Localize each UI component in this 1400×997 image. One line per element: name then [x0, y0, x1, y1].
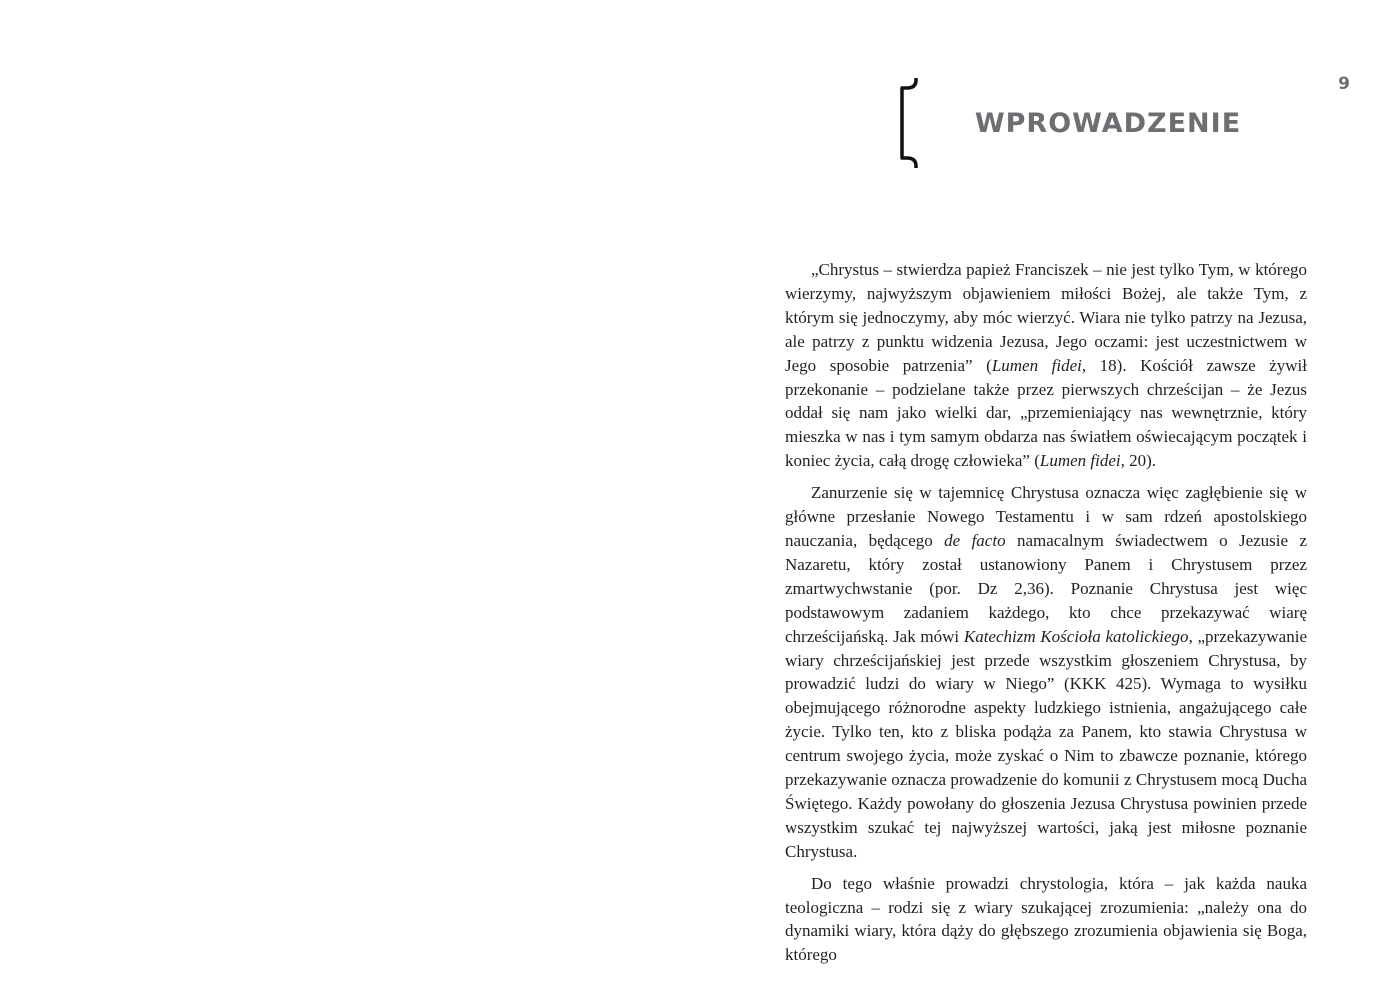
paragraph-text: namacalnym świadectwem o Jezusie z Nazaretu, który został ustanowiony Panem i Chrystusem przez zmartwychwstanie (por. Dz 2,36). Poznanie Chrystusa jest więc podstawowym zadaniem każdego, kto chce przekazywać wiarę chrześcijańską. Jak mówi — [785, 530, 1307, 646]
body-paragraph — [785, 872, 1307, 968]
italic-citation: Lumen fidei — [1039, 451, 1121, 471]
paragraph-text: , „przekazywanie wiary chrześcijańskiej jest przede wszystkim głoszeniem Chrystusa, by prowadzić ludzi do wiary w Niego” (KKK 425). Wymaga to wysiłku obejmującego różnorodne aspekty ludzkiego istnienia, angażującego całe życie. Tylko ten, kto z bliska podąża za Panem, kto stawia Chrystusa w centrum swojego życia, może zyskać o Nim to zbawcze poznanie, którego przekazywanie oznacza prowadzenie do komunii z Chrystusem mocą Ducha Świętego. Każdy powołany do głoszenia Jezusa Chrystusa powinien przede wszystkim szukać tej najwyższej wartości, jaką jest miłosne poznanie Chrystusa. — [785, 626, 1307, 861]
paragraph-text: „Chrystus – stwierdza papież Franciszek – nie jest tylko Tym, w którego wierzymy, najwyższym objawieniem miłości Bożej, ale także Tym, z którym się jednoczymy, aby móc wierzyć. Wiara nie tylko patrzy na Jezusa, ale patrzy z punktu widzenia Jezusa, Jego oczami: jest uczestnictwem w Jego sposobie patrzenia” ( — [785, 260, 1307, 375]
paragraph-text: , 20). — [1120, 451, 1157, 471]
paragraph-text: Do tego właśnie prowadzi chrystologia, która – jak każda nauka teologiczna – rodzi się z wiary szukającej zrozumienia: „należy ona do dynamiki wiary, która dąży do głębszego zrozumienia objawienia się Boga, którego — [785, 873, 1307, 965]
chapter-title: WPROWADZENIE — [974, 107, 1242, 139]
page-number: 9 — [1338, 74, 1350, 94]
body-text — [785, 258, 1307, 975]
body-paragraph — [785, 258, 1307, 473]
chapter-title-frame — [896, 74, 1306, 172]
italic-citation: de facto — [944, 530, 1006, 550]
body-paragraph — [785, 481, 1307, 864]
right-page — [700, 0, 1400, 997]
paragraph-text: Zanurzenie się w tajemnicę Chrystusa oznacza więc zagłębienie się w główne przesłanie Nowego Testamentu i w sam rdzeń apostolskiego nauczania, będącego — [785, 483, 1307, 550]
italic-citation: Lumen fidei — [991, 355, 1082, 375]
paragraph-text: , 18). Kościół zawsze żywił przekonanie – podzielane także przez pierwszych chrześcijan – że Jezus oddał się nam jako wielki dar, „przemieniający nas wewnętrznie, który mieszka w nas i tym samym obdarza nas światłem oświecającym początek i koniec życia, całą drogę człowieka” ( — [785, 355, 1307, 471]
italic-citation: Katechizm Kościoła katolickiego — [963, 626, 1189, 646]
